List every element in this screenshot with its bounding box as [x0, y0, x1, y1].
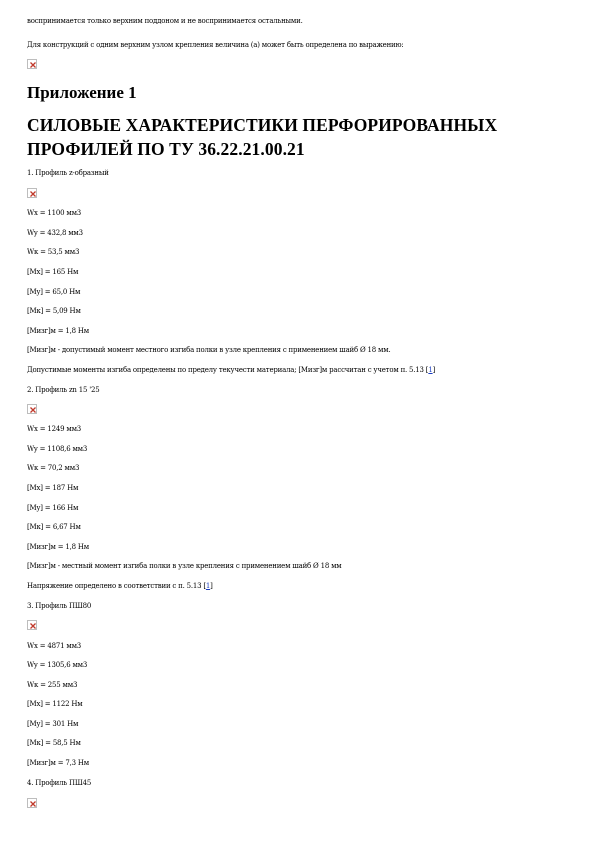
profile-3-my: [My] = 301 Нм: [27, 720, 79, 728]
profile-3-wk: Wк = 255 мм3: [27, 681, 78, 689]
reference-link-1[interactable]: 1: [205, 582, 211, 590]
profile-3-name: 3. Профиль ПШ80: [27, 602, 92, 610]
intro-line-1: воспринимается только верхним поддоном и не воспринимается остальными.: [27, 17, 303, 25]
profile-1-wy: Wy = 432,8 мм3: [27, 229, 83, 237]
profile-1-mizg: [Mизг]м = 1,8 Нм: [27, 327, 90, 335]
profile-2-mx: [Mx] = 187 Нм: [27, 484, 79, 492]
profile-1-wk: Wк = 53,5 мм3: [27, 248, 80, 256]
profile-2-note-2-end: ]: [210, 582, 213, 590]
profile-3-wx: Wx = 4871 мм3: [27, 642, 82, 650]
profile-4-name: 4. Профиль ПШ45: [27, 779, 92, 787]
profile-1-note-2: [27, 366, 583, 375]
profile-2-wx: Wx = 1249 мм3: [27, 425, 82, 433]
profile-2-mk: [Mк] = 6,67 Нм: [27, 523, 81, 531]
profile-2-name: 2. Профиль zn 15 '25: [27, 386, 100, 394]
broken-image-icon: [27, 798, 37, 808]
profile-2-mizg: [Mизг]м = 1,8 Нм: [27, 543, 90, 551]
profile-3-mizg: [Mизг]м = 7,3 Нм: [27, 759, 90, 767]
profile-3-mk: [Mк] = 58,5 Нм: [27, 739, 81, 747]
appendix-title-line-1: СИЛОВЫЕ ХАРАКТЕРИСТИКИ ПЕРФОРИРОВАННЫХ: [27, 115, 498, 135]
profile-1-my: [My] = 65,0 Нм: [27, 288, 81, 296]
broken-image-icon: [27, 188, 37, 198]
profile-1-wx: Wx = 1100 мм3: [27, 209, 82, 217]
profile-3-wy: Wy = 1305,6 мм3: [27, 661, 88, 669]
appendix-heading: Приложение 1: [27, 83, 137, 102]
profile-2-note-2-text: Напряжение определено в соответствии с п. 5.13 [: [27, 582, 206, 590]
profile-2-note-2: [27, 582, 583, 591]
profile-1-mx: [Mx] = 165 Нм: [27, 268, 79, 276]
profile-1-name: 1. Профиль z-образный: [27, 169, 109, 177]
profile-2-wk: Wк = 70,2 мм3: [27, 464, 80, 472]
profile-2-my: [My] = 166 Нм: [27, 504, 79, 512]
broken-image-icon: [27, 404, 37, 414]
intro-line-2: Для конструкций с одним верхним узлом крепления величина (а) может быть определена по выражению:: [27, 41, 404, 49]
profile-1-note-2-text: Допустимые моменты изгиба определены по пределу текучести материала; [Mизг]м рассчитан с учетом п. 5.13 [: [27, 366, 429, 374]
profile-1-note-1: [Mизг]м - допустимый момент местного изгиба полки в узле крепления с применением шайб Ø 18 мм.: [27, 346, 391, 354]
profile-2-wy: Wy = 1108,6 мм3: [27, 445, 88, 453]
broken-image-icon: [27, 59, 37, 69]
profile-3-mx: [Mx] = 1122 Нм: [27, 700, 83, 708]
profile-1-note-2-end: ]: [432, 366, 436, 374]
reference-link-1[interactable]: 1: [428, 366, 433, 374]
broken-image-icon: [27, 620, 37, 630]
profile-2-note-1: [Mизг]м - местный момент изгиба полки в узле крепления с применением шайб Ø 18 мм: [27, 562, 342, 570]
appendix-title-line-2: ПРОФИЛЕЙ ПО ТУ 36.22.21.00.21: [27, 139, 305, 159]
profile-1-mk: [Mк] = 5,09 Нм: [27, 307, 81, 315]
